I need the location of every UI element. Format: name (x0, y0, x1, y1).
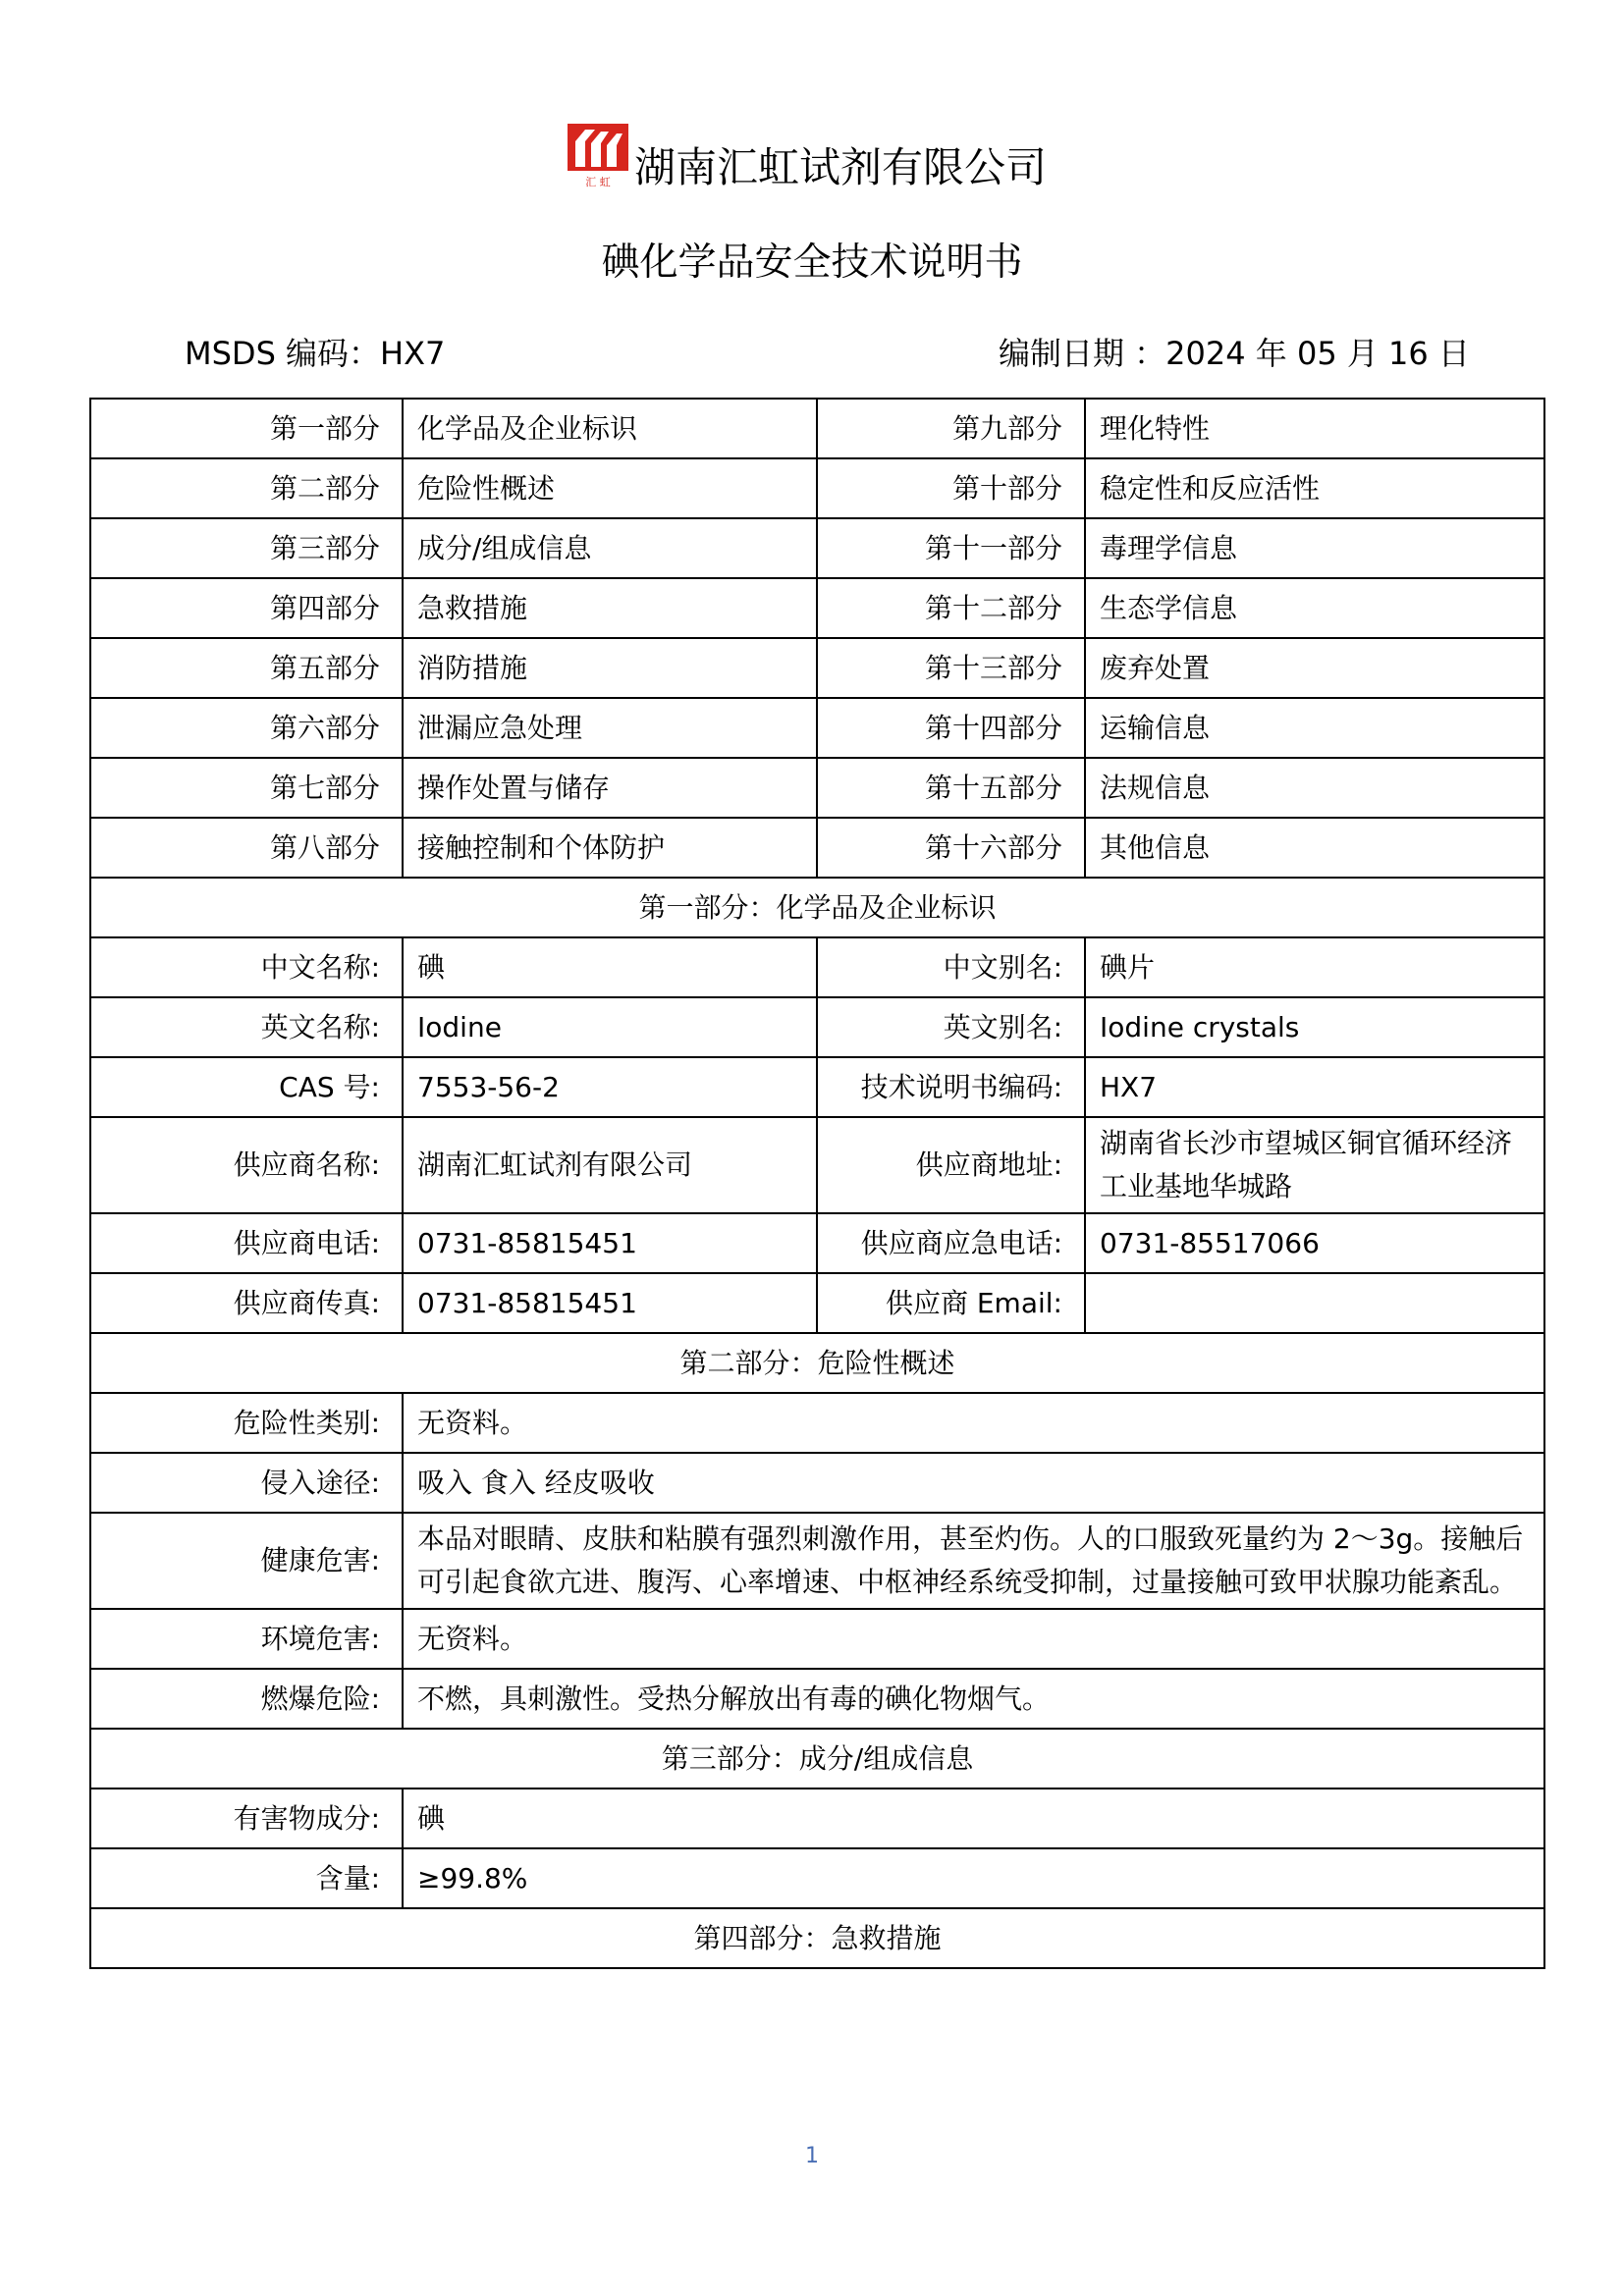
toc-part-title: 化学品及企业标识 (403, 399, 817, 458)
hazard-row (90, 1453, 1544, 1513)
toc-part-label: 第六部分 (90, 698, 403, 758)
field-value: ≥99.8% (403, 1848, 1544, 1908)
toc-part-title: 危险性概述 (403, 458, 817, 518)
field-value: 碘 (403, 1789, 1544, 1848)
hazard-row (90, 1393, 1544, 1453)
field-value: 无资料。 (403, 1393, 1544, 1453)
toc-part-label: 第十五部分 (817, 758, 1085, 818)
page-number: 1 (805, 2144, 819, 2168)
info-row (90, 997, 1544, 1057)
field-value: 吸入 食入 经皮吸收 (403, 1453, 1544, 1513)
field-value: HX7 (1085, 1057, 1544, 1117)
toc-part-label: 第九部分 (817, 399, 1085, 458)
toc-part-title: 生态学信息 (1085, 578, 1544, 638)
field-label: 技术说明书编码: (817, 1057, 1085, 1117)
toc-part-title: 毒理学信息 (1085, 518, 1544, 578)
field-value: 0731-85815451 (403, 1273, 817, 1333)
msds-table-body (90, 399, 1544, 1968)
field-label: 侵入途径: (90, 1453, 403, 1513)
field-value: 无资料。 (403, 1609, 1544, 1669)
msds-table (89, 398, 1545, 1969)
toc-part-label: 第十二部分 (817, 578, 1085, 638)
toc-part-label: 第四部分 (90, 578, 403, 638)
toc-row (90, 638, 1544, 698)
toc-part-title: 法规信息 (1085, 758, 1544, 818)
section-header-row (90, 878, 1544, 937)
section1-title: 第一部分：化学品及企业标识 (90, 878, 1544, 937)
field-label: 中文别名: (817, 937, 1085, 997)
toc-row (90, 518, 1544, 578)
field-label: 含量: (90, 1848, 403, 1908)
document-header (0, 116, 1624, 204)
field-value: 湖南省长沙市望城区铜官循环经济工业基地华城路 (1085, 1117, 1544, 1213)
toc-row (90, 758, 1544, 818)
field-label: 供应商电话: (90, 1213, 403, 1273)
toc-part-label: 第十一部分 (817, 518, 1085, 578)
field-label: CAS 号: (90, 1057, 403, 1117)
field-value: 0731-85815451 (403, 1213, 817, 1273)
composition-row (90, 1789, 1544, 1848)
field-value: Iodine (403, 997, 817, 1057)
company-name: 湖南汇虹试剂有限公司 (634, 143, 1048, 191)
logo-text: 汇 虹 (585, 176, 611, 188)
info-row (90, 1117, 1544, 1213)
field-label: 中文名称: (90, 937, 403, 997)
field-label: 危险性类别: (90, 1393, 403, 1453)
toc-part-title: 操作处置与储存 (403, 758, 817, 818)
field-label: 健康危害: (90, 1513, 403, 1609)
toc-part-title: 接触控制和个体防护 (403, 818, 817, 878)
toc-part-title: 稳定性和反应活性 (1085, 458, 1544, 518)
toc-part-title: 理化特性 (1085, 399, 1544, 458)
field-value: 碘 (403, 937, 817, 997)
field-label: 有害物成分: (90, 1789, 403, 1848)
toc-part-label: 第七部分 (90, 758, 403, 818)
section4-title: 第四部分：急救措施 (90, 1908, 1544, 1968)
info-row (90, 1213, 1544, 1273)
toc-part-label: 第十六部分 (817, 818, 1085, 878)
document-title: 碘化学品安全技术说明书 (601, 240, 1023, 285)
field-value: 不燃，具刺激性。受热分解放出有毒的碘化物烟气。 (403, 1669, 1544, 1729)
field-label: 供应商地址: (817, 1117, 1085, 1213)
hazard-row (90, 1669, 1544, 1729)
field-value: 湖南汇虹试剂有限公司 (403, 1117, 817, 1213)
info-row (90, 1273, 1544, 1333)
field-label: 环境危害: (90, 1609, 403, 1669)
toc-part-label: 第十四部分 (817, 698, 1085, 758)
hazard-row (90, 1609, 1544, 1669)
toc-part-label: 第十三部分 (817, 638, 1085, 698)
field-label: 英文名称: (90, 997, 403, 1057)
field-value: 7553-56-2 (403, 1057, 817, 1117)
field-value: Iodine crystals (1085, 997, 1544, 1057)
toc-part-label: 第二部分 (90, 458, 403, 518)
composition-row (90, 1848, 1544, 1908)
field-label: 供应商 Email: (817, 1273, 1085, 1333)
toc-part-label: 第三部分 (90, 518, 403, 578)
section-header-row (90, 1333, 1544, 1393)
toc-part-title: 废弃处置 (1085, 638, 1544, 698)
toc-part-title: 其他信息 (1085, 818, 1544, 878)
field-label: 供应商名称: (90, 1117, 403, 1213)
toc-part-label: 第一部分 (90, 399, 403, 458)
field-label: 供应商传真: (90, 1273, 403, 1333)
section-header-row (90, 1729, 1544, 1789)
company-logo (564, 120, 632, 190)
toc-row (90, 698, 1544, 758)
field-label: 供应商应急电话: (817, 1213, 1085, 1273)
section2-title: 第二部分：危险性概述 (90, 1333, 1544, 1393)
toc-row (90, 399, 1544, 458)
toc-part-title: 急救措施 (403, 578, 817, 638)
toc-part-label: 第八部分 (90, 818, 403, 878)
field-value: 0731-85517066 (1085, 1213, 1544, 1273)
field-label: 燃爆危险: (90, 1669, 403, 1729)
toc-part-label: 第十部分 (817, 458, 1085, 518)
toc-row (90, 578, 1544, 638)
field-value (1085, 1273, 1544, 1333)
toc-part-title: 泄漏应急处理 (403, 698, 817, 758)
toc-part-title: 成分/组成信息 (403, 518, 817, 578)
info-row (90, 1057, 1544, 1117)
field-value: 碘片 (1085, 937, 1544, 997)
section3-title: 第三部分：成分/组成信息 (90, 1729, 1544, 1789)
info-row (90, 937, 1544, 997)
toc-row (90, 458, 1544, 518)
hazard-row (90, 1513, 1544, 1609)
field-value: 本品对眼睛、皮肤和粘膜有强烈刺激作用，甚至灼伤。人的口服致死量约为 2～3g。接触后可引起食欲亢进、腹泻、心率增速、中枢神经系统受抑制，过量接触可致甲状腺功能紊乱。 (403, 1513, 1544, 1609)
toc-part-title: 运输信息 (1085, 698, 1544, 758)
compile-date: 编制日期 ：2024 年 05 月 16 日 (999, 335, 1470, 372)
msds-code: MSDS 编码：HX7 (185, 335, 446, 372)
field-label: 英文别名: (817, 997, 1085, 1057)
toc-part-title: 消防措施 (403, 638, 817, 698)
toc-row (90, 818, 1544, 878)
toc-part-label: 第五部分 (90, 638, 403, 698)
section-header-row (90, 1908, 1544, 1968)
